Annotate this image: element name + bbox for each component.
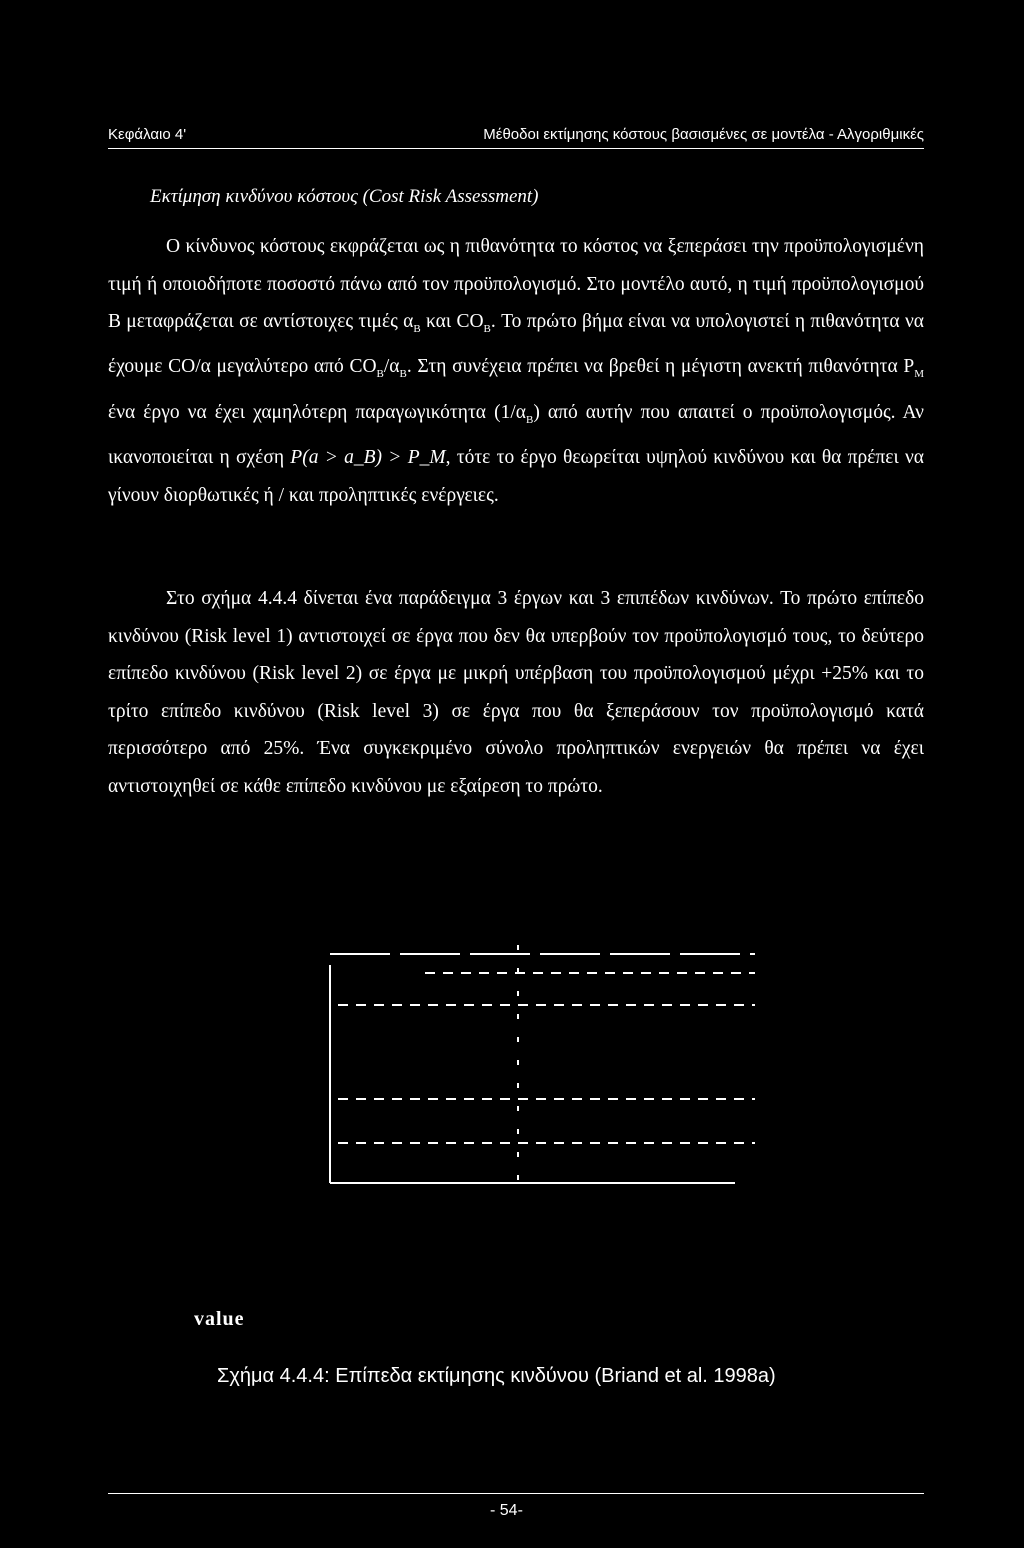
subscript-b: B [413, 322, 421, 335]
para1-text-7: ) από αυτήν που απαιτεί ο προϋπολογισμός. Αν ικανοποιείται η σχέση [108, 401, 924, 469]
page-header [108, 126, 924, 149]
chapter-label: Κεφάλαιο 4' [108, 126, 187, 143]
para1-text-1: Ο κίνδυνος κόστους εκφράζεται ως η πιθανότητα το κόστος να ξεπεράσει την προϋπολογισμένη τιμή ή οποιοδήποτε ποσοστό πάνω από τον προϋπολογισμό. Στο μοντέλο αυτό, η τιμή προϋπολογισμού Β μεταφράζεται σε αντίστοιχες τιμές α [108, 236, 924, 332]
paragraph-risk-levels [108, 580, 924, 805]
para1-text-5: . Στη συνέχεια πρέπει να βρεθεί η μέγιστη ανεκτή πιθανότητα P [406, 356, 915, 378]
subscript-b: B [399, 368, 407, 381]
section-title: Εκτίμηση κινδύνου κόστους (Cost Risk Assessment) [150, 186, 539, 207]
paragraph-cost-risk [108, 228, 924, 514]
subscript-b: B [525, 413, 534, 426]
para1-text-2: και CO [420, 311, 484, 332]
risk-formula: P(a > a_B) > P_M [290, 447, 446, 469]
subscript-b: B [483, 322, 491, 335]
para1-text-6: ένα έργο να έχει χαμηλότερη παραγωγικότητα (1/α [108, 401, 526, 423]
para1-text-8: , τότε το έργο θεωρείται υψηλού κινδύνου και θα πρέπει να γίνουν διορθωτικές ή / και προληπτικές ενέργειες. [108, 447, 924, 506]
para1-text-3: . Το πρώτο βήμα είναι να υπολογιστεί η πιθανότητα να έχουμε CO/α μεγαλύτερο από CO [108, 311, 924, 378]
para2-text: Στο σχήμα 4.4.4 δίνεται ένα παράδειγμα 3 έργων και 3 επιπέδων κινδύνων. Το πρώτο επίπεδο κινδύνου (Risk level 1) αντιστοιχεί σε έργα που δεν θα υπερβούν τον προϋπολογισμό τους, το δεύτερο επίπεδο κινδύνου (Risk level 2) σε έργα με μικρή υπέρβαση του προϋπολογισμού μέχρι +25% και το τρίτο επίπεδο κινδύνου (Risk level 3) σε έργα που θα ξεπεράσουν τον προϋπολογισμό κατά περισσότερο από 25%. Ένα συγκεκριμένο σύνολο προληπτικών ενεργειών θα πρέπει να έχει αντιστοιχηθεί σε κάθε επίπεδο κινδύνου με εξαίρεση το πρώτο. [108, 588, 924, 797]
footer-rule [108, 1493, 924, 1494]
para1-text-4: /α [383, 356, 400, 378]
subscript-b: B [376, 368, 384, 381]
figure-caption: Σχήμα 4.4.4: Επίπεδα εκτίμησης κινδύνου (Briand et al. 1998a) [217, 1365, 776, 1387]
risk-levels-figure [180, 935, 780, 1255]
chapter-title: Μέθοδοι εκτίμησης κόστους βασισμένες σε μοντέλα - Αλγοριθμικές [483, 126, 924, 143]
subscript-m: M [914, 368, 924, 381]
axis-label-value: value [194, 1308, 245, 1330]
page-number: - 54- [490, 1502, 523, 1519]
